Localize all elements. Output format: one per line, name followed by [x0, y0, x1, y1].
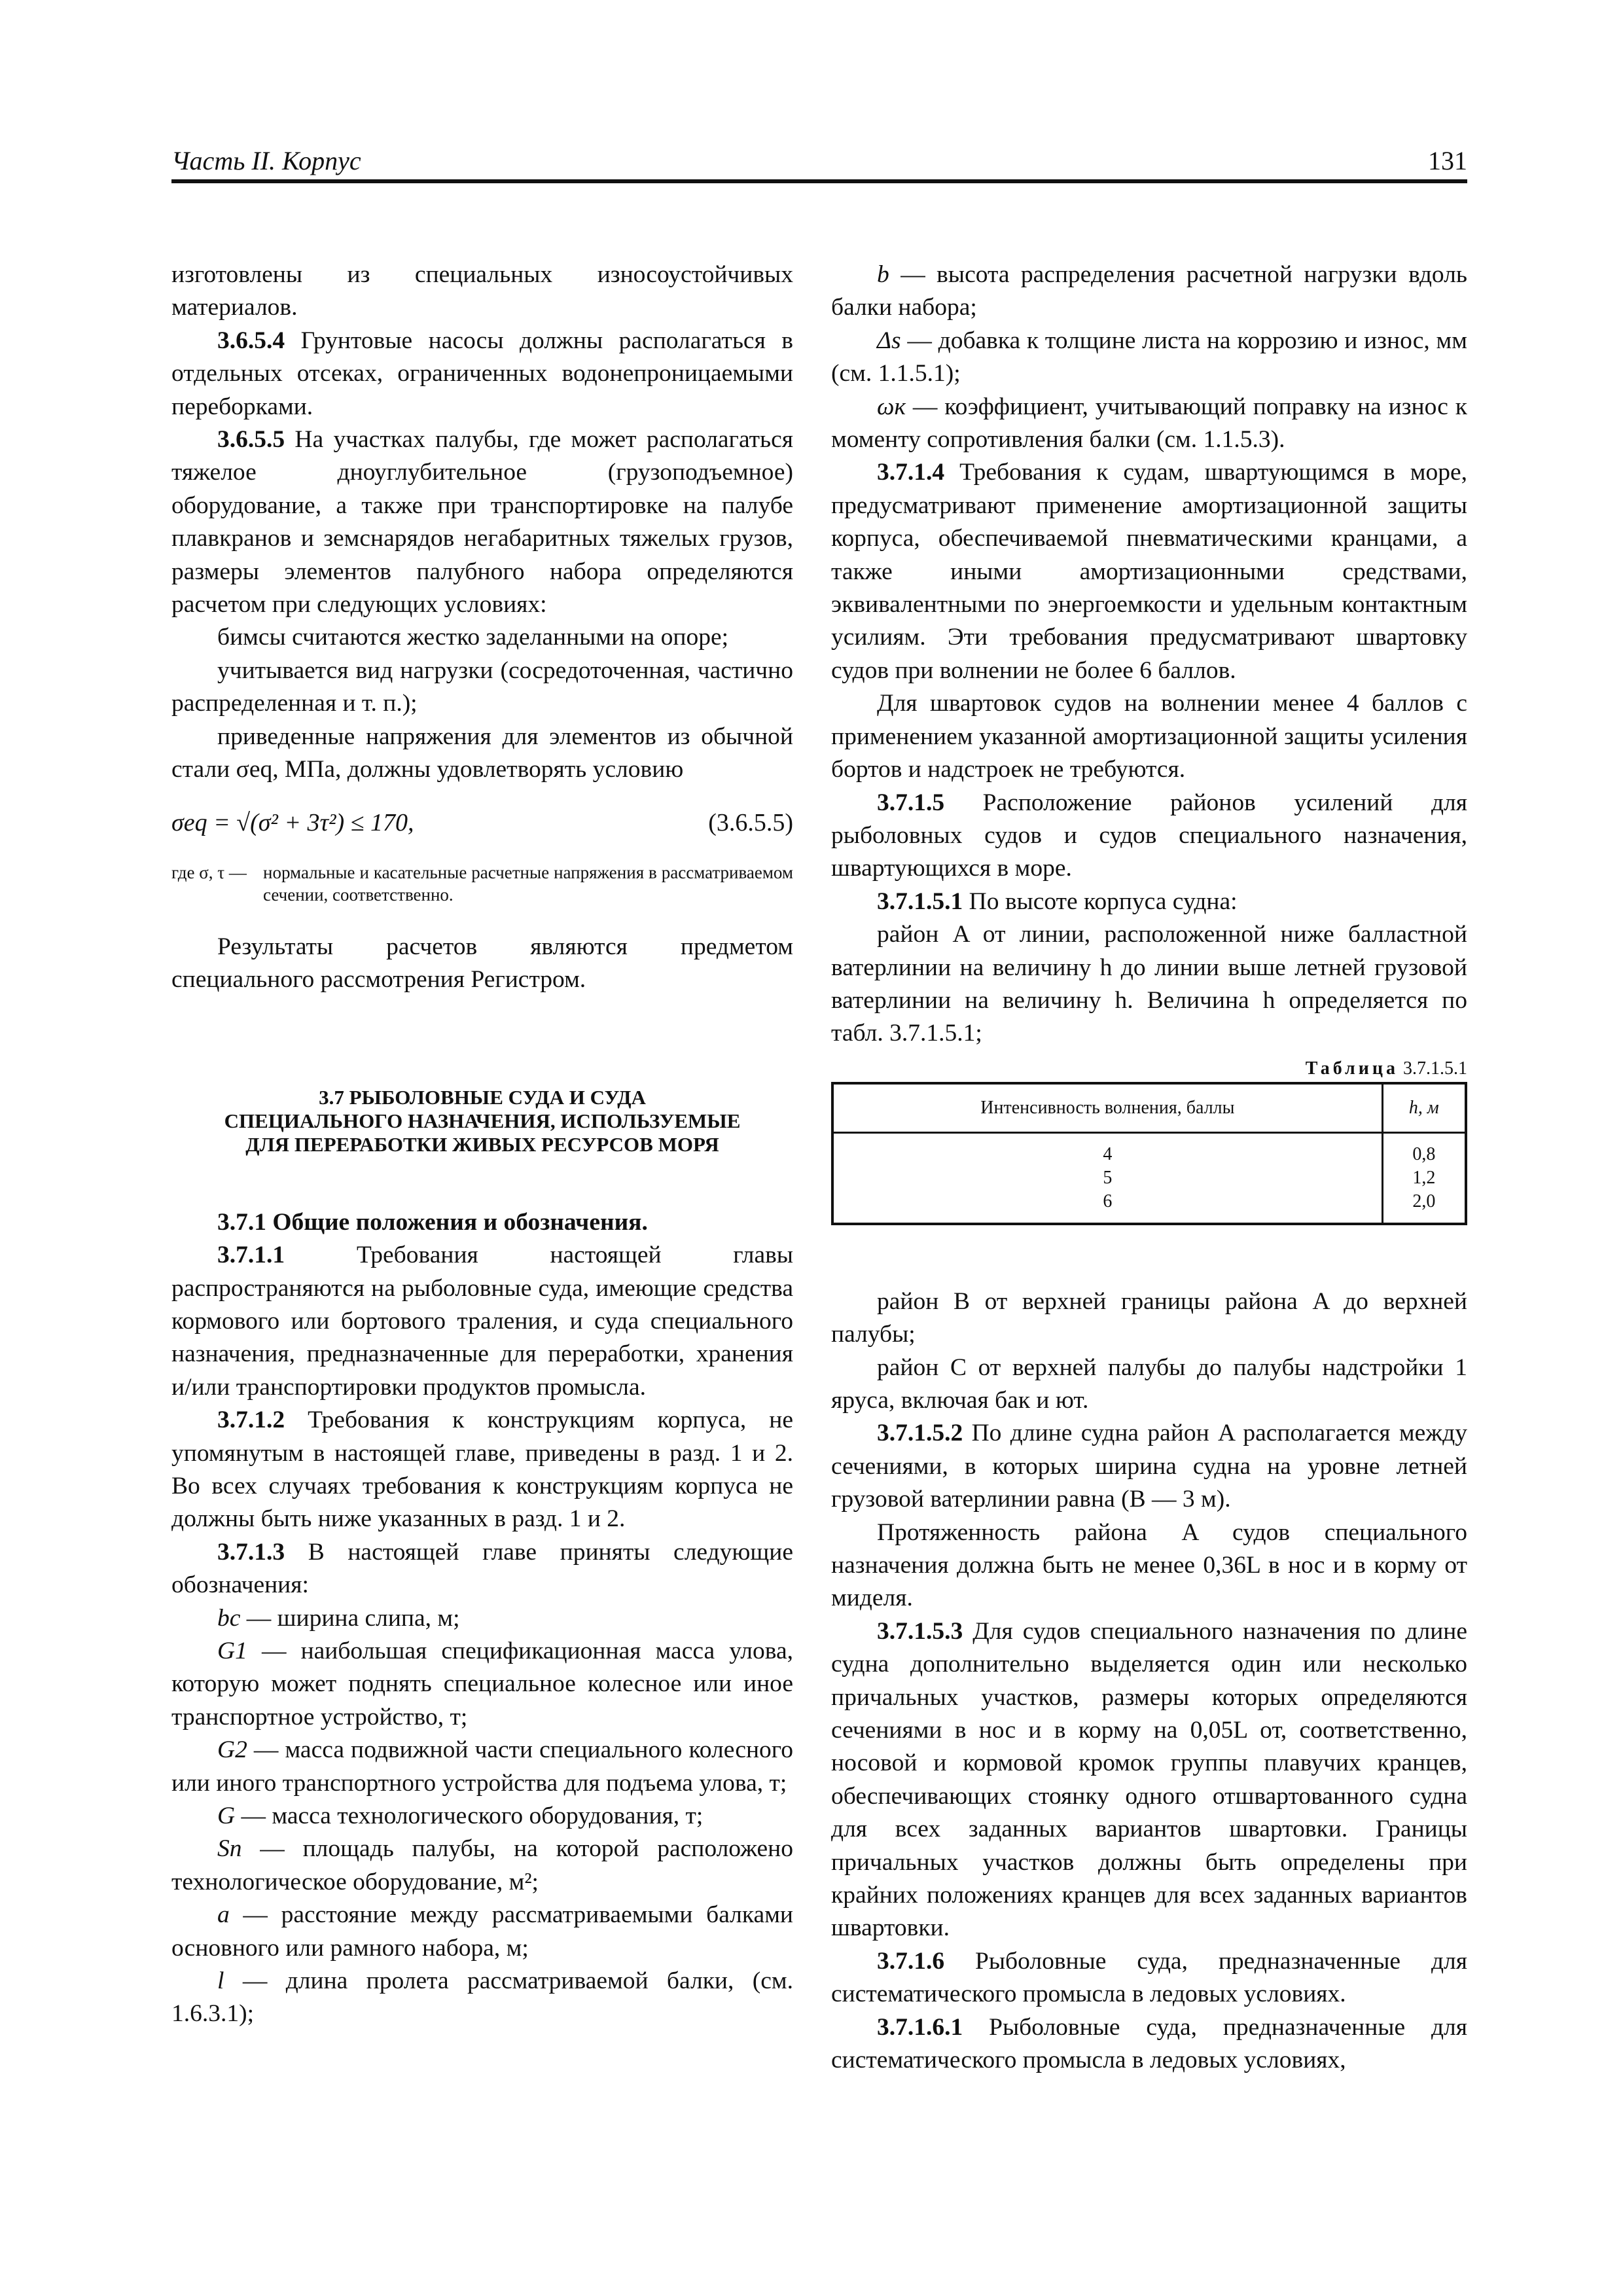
clause-number: 3.7.1.1 — [217, 1242, 285, 1269]
clause-number: 3.7.1.5.1 — [877, 888, 963, 915]
definition: bc — ширина слипа, м; — [217, 1604, 460, 1632]
symbol: G — [217, 1803, 236, 1830]
paragraph: Результаты расчетов являются предметом специального рассмотрения Регистром. — [171, 933, 793, 994]
paragraph: 3.6.5.5 На участках палубы, где может располагаться тяжелое дноуглубительное (грузоподъемное) оборудование, а также при транспортировке на палубе плавкранов и земснарядов негабаритных тяжелых грузов, размеры элементов палубного набора определяются расчетом при следующих условиях: — [171, 426, 793, 619]
symbol: bc — [217, 1604, 241, 1632]
subsection-heading: 3.7.1 Общие положения и обозначения. — [217, 1208, 648, 1236]
definition: G — масса технологического оборудования, т; — [217, 1803, 704, 1830]
clause-number: 3.7.1.5.3 — [877, 1617, 963, 1645]
page-header — [171, 143, 1467, 183]
right-column — [831, 259, 1467, 2077]
section-heading: 3.7 РЫБОЛОВНЫЕ СУДА И СУДА СПЕЦИАЛЬНОГО НАЗНАЧЕНИЯ, ИСПОЛЬЗУЕМЫЕ ДЛЯ ПЕРЕРАБОТКИ ЖИВЫХ РЕСУРСОВ МОРЯ — [224, 1085, 741, 1156]
table-row — [832, 1166, 1466, 1190]
clause-number: 3.7.1.4 — [877, 459, 945, 486]
paragraph: 3.7.1.6.1 Рыболовные суда, предназначенные для систематического промысла в ледовых условиях, — [831, 2013, 1467, 2074]
paragraph: 3.7.1.4 Требования к судам, швартующимся в море, предусматривают применение амортизационной защиты корпуса, обеспечиваемой пневматическими кранцами, а также иными амортизационными средствами, эквивалентными по энергоемкости и удельным контактным усилиям. Эти требования предусматривают швартовку судов при волнении не более 6 баллов. — [831, 459, 1467, 684]
legend-description: нормальные и касательные расчетные напряжения в рассматриваемом сечении, соответственно. — [263, 862, 793, 905]
clause-number: 3.7.1.3 — [217, 1538, 285, 1566]
symbol: G1 — [217, 1638, 247, 1664]
definition: a — расстояние между рассматриваемыми балками основного или рамного набора, м; — [171, 1901, 793, 1962]
running-title: Часть ІІ. Корпус — [171, 146, 361, 175]
clause-number: 3.6.5.5 — [217, 426, 285, 454]
symbol: l — [217, 1967, 224, 1995]
paragraph: Протяженность района A судов специального назначения должна быть не менее 0,36L в нос и в корму от миделя. — [831, 1518, 1467, 1612]
definition: Δs — добавка к толщине листа на коррозию и износ, мм (см. 1.1.5.1); — [831, 327, 1467, 387]
table-header-row — [832, 1083, 1466, 1133]
paragraph: изготовлены из специальных износоустойчивых материалов. — [171, 261, 793, 321]
table-cell: 0,8 — [1382, 1132, 1466, 1166]
symbol: Sп — [217, 1835, 242, 1863]
definition: ωк — коэффициент, учитывающий поправку на износ к моменту сопротивления балки (см. 1.1.5.3). — [831, 393, 1467, 454]
legend-symbols: где σ, τ — — [171, 862, 247, 882]
table-header-cell: Интенсивность волнения, баллы — [832, 1083, 1382, 1133]
paragraph: 3.7.1.5.1 По высоте корпуса судна: — [877, 888, 1238, 915]
definition: G1 — наибольшая спецификационная масса улова, которую может поднять специальное колесное или иное транспортное устройство, т; — [171, 1638, 793, 1731]
paragraph: район C от верхней палубы до палубы надстройки 1 яруса, включая бак и ют. — [831, 1354, 1467, 1414]
paragraph: 3.7.1.2 Требования к конструкциям корпуса, не упомянутым в настоящей главе, приведены в разд. 1 и 2. Во всех случаях требования к конструкциям корпуса не должны быть ниже указанных в разд. 1 и 2. — [171, 1407, 793, 1533]
paragraph: учитывается вид нагрузки (сосредоточенная, частично распределенная и т. п.); — [171, 656, 793, 717]
table-row — [832, 1132, 1466, 1166]
paragraph: 3.6.5.4 Грунтовые насосы должны располагаться в отдельных отсеках, ограниченных водонепроницаемыми переборками. — [171, 327, 793, 420]
table-cell: 5 — [832, 1166, 1382, 1190]
table-cell: 1,2 — [1382, 1166, 1466, 1190]
clause-number: 3.6.5.4 — [217, 327, 285, 354]
table-row — [832, 1190, 1466, 1224]
symbol: a — [217, 1901, 230, 1929]
symbol: Δs — [877, 327, 901, 354]
paragraph: 3.7.1.5.3 Для судов специального назначения по длине судна дополнительно выделяется один или несколько причальных участков, размеры которых определяются сечениями в нос и в корму на 0,05L от, соответственно, носовой и кормовой кромок группы плавучих кранцев, обеспечивающих стоянку одного отшвартованного судна для всех заданных вариантов швартовки. Границы причальных участков должны быть определены при крайних положениях кранцев для всех заданных вариантов швартовки. — [831, 1617, 1467, 1942]
clause-number: 3.7.1.6 — [877, 1947, 945, 1975]
formula-legend — [171, 861, 793, 906]
definition: G2 — масса подвижной части специального колесного или иного транспортного устройства для подъема улова, т; — [171, 1736, 793, 1797]
clause-number: 3.7.1.6.1 — [877, 2013, 963, 2041]
table-cell: 2,0 — [1382, 1190, 1466, 1224]
table-cell: 6 — [832, 1190, 1382, 1224]
definition: Sп — площадь палубы, на которой расположено технологическое оборудование, м²; — [171, 1835, 793, 1895]
paragraph: Для швартовок судов на волнении менее 4 баллов с применением указанной амортизационной защиты усиления бортов и надстроек не требуются. — [831, 690, 1467, 783]
clause-number: 3.7.1.5.2 — [877, 1420, 963, 1447]
symbol: ωк — [877, 393, 906, 420]
paragraph: 3.7.1.6 Рыболовные суда, предназначенные для систематического промысла в ледовых условиях. — [831, 1947, 1467, 2008]
paragraph: 3.7.1.1 Требования настоящей главы распространяются на рыболовные суда, имеющие средства кормового или бортового траления, и суда специального назначения, предназначенные для переработки, хранения и/или транспортировки продуктов промысла. — [171, 1242, 793, 1401]
symbol: b — [877, 261, 889, 288]
paragraph: 3.7.1.5 Расположение районов усилений для рыболовных судов и судов специального назначения, швартующихся в море. — [831, 789, 1467, 882]
table-caption: Таблица 3.7.1.5.1 — [1305, 1058, 1467, 1079]
definition: b — высота распределения расчетной нагрузки вдоль балки набора; — [831, 261, 1467, 321]
table-cell: 4 — [832, 1132, 1382, 1166]
symbol: G2 — [217, 1736, 247, 1764]
paragraph: приведенные напряжения для элементов из обычной стали σeq, МПа, должны удовлетворять условию — [171, 723, 793, 783]
paragraph: 3.7.1.3 В настоящей главе приняты следующие обозначения: — [171, 1538, 793, 1599]
paragraph: бимсы считаются жестко заделанными на опоре; — [217, 624, 729, 651]
formula-expression: σeq = √(σ² + 3τ²) ≤ 170, — [171, 808, 414, 836]
paragraph: район A от линии, расположенной ниже балластной ватерлинии на величину h до линии выше летней грузовой ватерлинии на величину h. Величина h определяется по табл. 3.7.1.5.1; — [831, 921, 1467, 1047]
paragraph: район B от верхней границы района A до верхней палубы; — [831, 1287, 1467, 1348]
formula — [171, 806, 793, 839]
clause-number: 3.7.1.5 — [877, 789, 945, 816]
wave-height-table — [831, 1082, 1467, 1225]
formula-number: (3.6.5.5) — [708, 808, 793, 836]
clause-number: 3.7.1.2 — [217, 1407, 285, 1434]
table-header-cell: h, м — [1382, 1083, 1466, 1133]
page-number: 131 — [1428, 146, 1467, 175]
definition: l — длина пролета рассматриваемой балки, (см. 1.6.3.1); — [171, 1967, 793, 2028]
left-column — [171, 259, 793, 2031]
paragraph: 3.7.1.5.2 По длине судна район A располагается между сечениями, в которых ширина судна на уровне летней грузовой ватерлинии равна (B — 3 м). — [831, 1420, 1467, 1513]
